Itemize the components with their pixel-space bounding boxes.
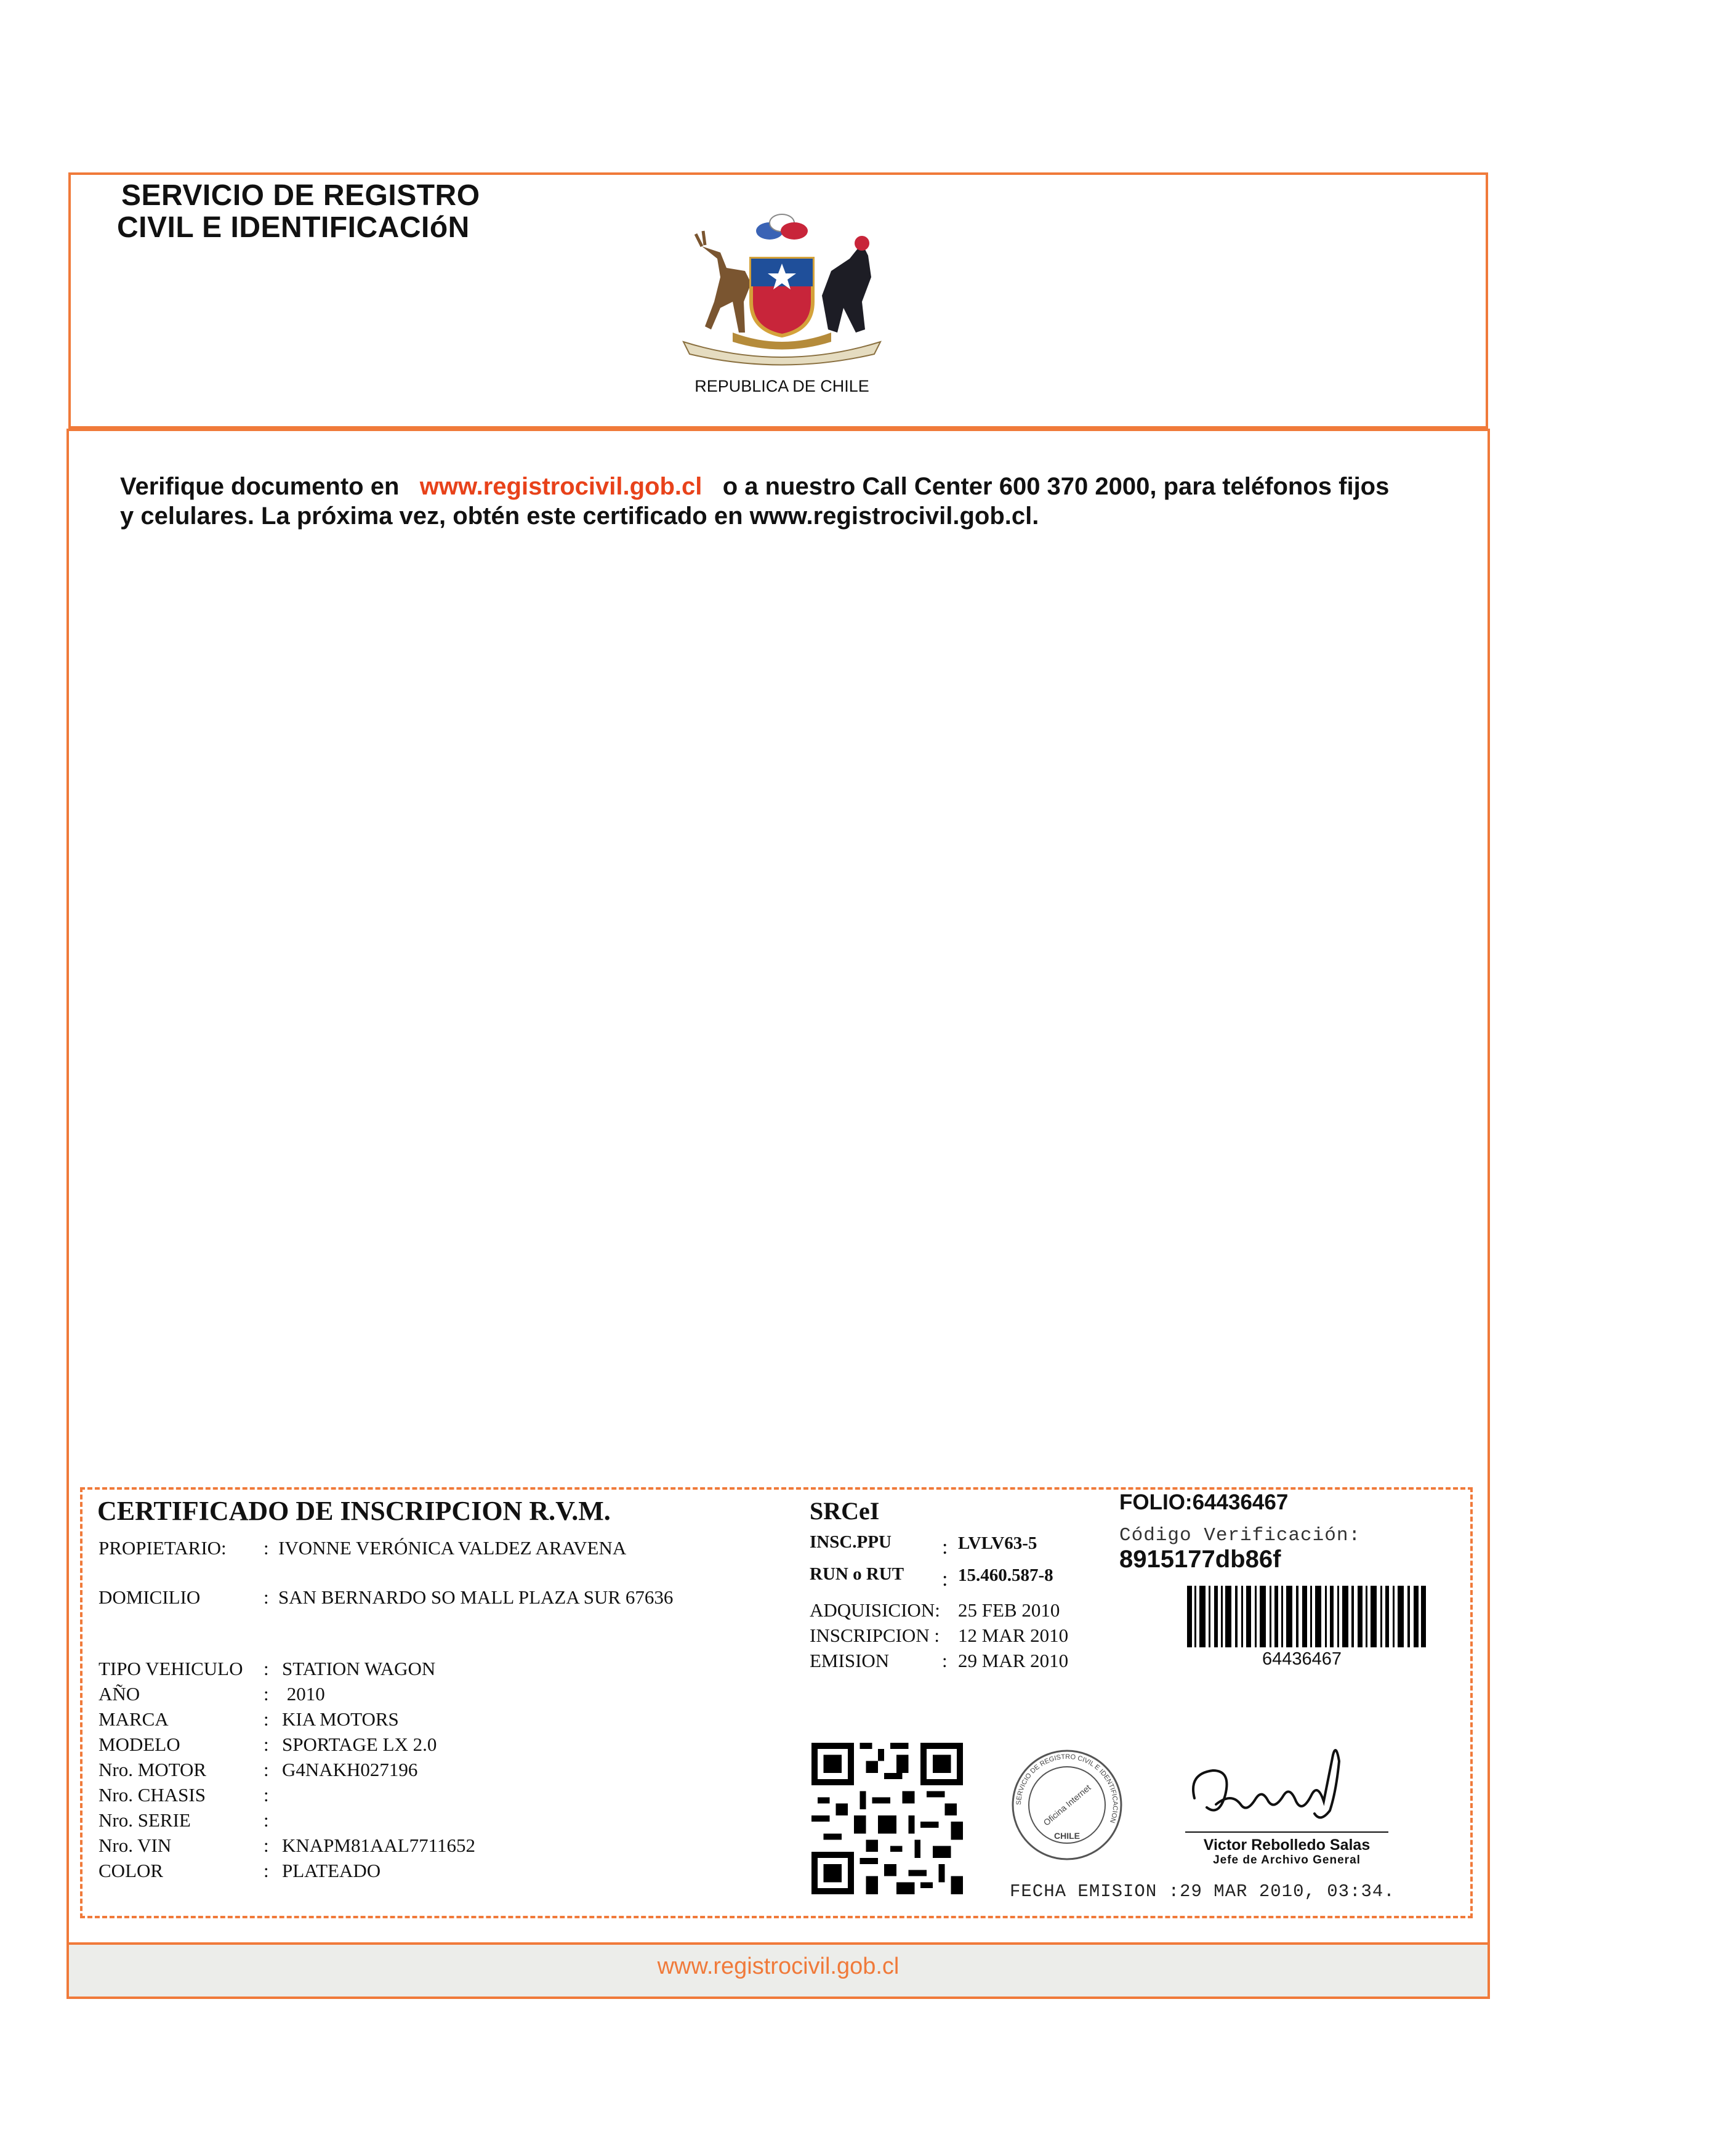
footer-url-link[interactable]: www.registrocivil.gob.cl — [657, 1953, 900, 1979]
qr-code-image — [811, 1743, 963, 1894]
vehicle-value-modelo: SPORTAGE LX 2.0 — [282, 1734, 437, 1755]
vehicle-label-tipo: TIPO VEHICULO — [99, 1658, 243, 1679]
inscripcion-label: INSCRIPCION : — [810, 1625, 940, 1646]
verify-notice — [120, 472, 1475, 531]
official-seal-stamp — [1008, 1746, 1125, 1863]
emision-label: EMISION — [810, 1650, 890, 1671]
vehicle-value-ano: 2010 — [282, 1683, 325, 1705]
propietario-label: PROPIETARIO: — [99, 1537, 227, 1559]
colon: : — [942, 1650, 948, 1671]
issue-timestamp: FECHA EMISION :29 MAR 2010, 03:34. — [1010, 1881, 1395, 1902]
verify-url-link[interactable]: www.registrocivil.gob.cl — [419, 473, 702, 500]
vehicle-label-serie: Nro. SERIE — [99, 1809, 191, 1831]
coat-of-arms-logo — [659, 209, 905, 376]
footer-bar — [66, 1945, 1490, 1999]
vehicle-label-modelo: MODELO — [99, 1734, 180, 1755]
colon: : — [264, 1586, 269, 1608]
vehicle-value-marca: KIA MOTORS — [282, 1708, 399, 1730]
colon: : — [264, 1708, 269, 1730]
adquisicion-value: 25 FEB 2010 — [958, 1599, 1060, 1621]
vehicle-label-color: COLOR — [99, 1860, 164, 1881]
domicilio-value: SAN BERNARDO SO MALL PLAZA SUR 67636 — [278, 1586, 674, 1608]
colon: : — [264, 1537, 269, 1559]
colon: : — [264, 1860, 269, 1881]
seal-inner-text: Oficina Internet — [1041, 1782, 1093, 1828]
verify-line2: y celulares. La próxima vez, obtén este certificado en www.registrocivil.gob.cl. — [120, 503, 1039, 530]
vehicle-label-vin: Nro. VIN — [99, 1835, 172, 1856]
verification-code-value: 8915177db86f — [1119, 1546, 1281, 1573]
verify-prefix: Verifique documento en — [120, 473, 400, 500]
run-label: RUN o RUT — [810, 1564, 904, 1584]
handwritten-signature — [1182, 1737, 1391, 1835]
colon: : — [264, 1835, 269, 1856]
seal-country-text: CHILE — [1054, 1831, 1080, 1841]
colon: : — [264, 1683, 269, 1705]
crest-caption: REPUBLICA DE CHILE — [694, 377, 869, 395]
emision-value: 29 MAR 2010 — [958, 1650, 1069, 1671]
inscripcion-value: 12 MAR 2010 — [958, 1625, 1069, 1646]
colon: : — [942, 1568, 948, 1591]
certificate-title: CERTIFICADO DE INSCRIPCION R.V.M. — [97, 1496, 611, 1526]
run-value: 15.460.587-8 — [958, 1565, 1053, 1585]
org-name-line1: SERVICIO DE REGISTRO — [121, 179, 480, 212]
insc-ppu-value: LVLV63-5 — [958, 1533, 1037, 1553]
vehicle-label-ano: AÑO — [99, 1683, 140, 1705]
colon: : — [264, 1809, 269, 1831]
colon: : — [942, 1536, 948, 1559]
colon: : — [264, 1784, 269, 1806]
adquisicion-label: ADQUISICION: — [810, 1599, 940, 1621]
verification-code-label: Código Verificación: — [1119, 1525, 1361, 1546]
vehicle-label-chasis: Nro. CHASIS — [99, 1784, 206, 1806]
srcei-title: SRCeI — [810, 1497, 880, 1525]
org-name-line2: CIVIL E IDENTIFICACIóN — [117, 211, 470, 244]
colon: : — [264, 1759, 269, 1780]
domicilio-label: DOMICILIO — [99, 1586, 201, 1608]
seal-text: SERVICIO DE REGISTRO CIVIL E IDENTIFICACION — [1015, 1753, 1119, 1824]
vehicle-value-vin: KNAPM81AAL7711652 — [282, 1835, 476, 1856]
barcode-number: 64436467 — [1262, 1649, 1342, 1669]
signer-title: Jefe de Archivo General — [1213, 1854, 1361, 1867]
vehicle-label-motor: Nro. MOTOR — [99, 1759, 207, 1780]
colon: : — [264, 1658, 269, 1679]
barcode-image — [1187, 1586, 1426, 1647]
vehicle-value-color: PLATEADO — [282, 1860, 381, 1881]
colon: : — [264, 1734, 269, 1755]
signer-name: Victor Rebolledo Salas — [1203, 1836, 1371, 1854]
propietario-value: IVONNE VERÓNICA VALDEZ ARAVENA — [278, 1537, 627, 1559]
vehicle-value-motor: G4NAKH027196 — [282, 1759, 418, 1780]
verify-suffix: o a nuestro Call Center 600 370 2000, para teléfonos fijos — [722, 473, 1390, 500]
vehicle-value-tipo: STATION WAGON — [282, 1658, 436, 1679]
folio-number: FOLIO:64436467 — [1119, 1490, 1289, 1514]
vehicle-label-marca: MARCA — [99, 1708, 169, 1730]
insc-ppu-label: INSC.PPU — [810, 1532, 892, 1552]
